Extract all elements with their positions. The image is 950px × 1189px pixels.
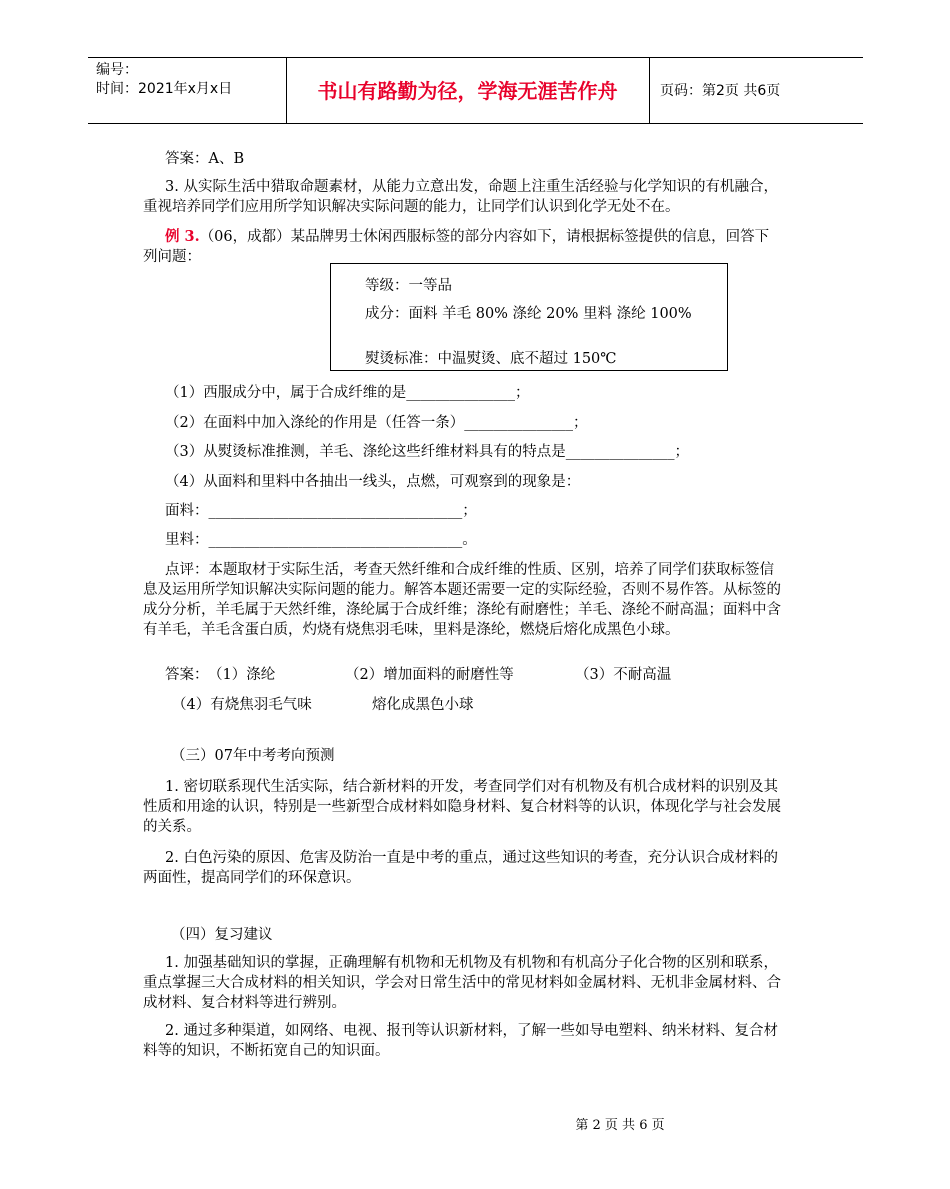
label-grade: 等级：一等品 — [365, 278, 452, 294]
footer-page-number: 第 2 页 共 6 页 — [575, 1118, 665, 1133]
header-bottom-rule — [88, 123, 863, 124]
header-page-number: 页码：第2页 共6页 — [660, 83, 781, 99]
page-footer — [0, 1114, 950, 1133]
answer-a1: （1）涤纶 — [208, 667, 276, 683]
example-label: 例 3. — [165, 228, 200, 245]
answer-a4b: 熔化成黑色小球 — [372, 697, 474, 713]
garment-label-box — [330, 263, 728, 371]
serial-label: 编号： — [96, 62, 138, 78]
question-4: （4）从面料和里料中各抽出一线头，点燃，可观察到的现象是： — [165, 474, 581, 490]
section-4-p1: 1. 加强基础知识的掌握，正确理解有机物和无机物及有机物和有机高分子化合物的区别和联系，重点掌握三大合成材料的相关知识，学会对日常生活中的常见材料如金属材料、无机非金属材料、合成材料、复合材料等进行辨别。 — [143, 955, 781, 1011]
answer-a2: （2）增加面料的耐磨性等 — [345, 667, 514, 683]
example-text: （06，成都）某品牌男士休闲西服标签的部分内容如下，请根据标签提供的信息，回答下列问题： — [143, 229, 770, 265]
header-top-rule — [88, 57, 863, 58]
section-4-p2: 2. 通过多种渠道，如网络、电视、报刊等认识新材料，了解一些如导电塑料、纳米材料、复合材料等的知识，不断拓宽自己的知识面。 — [143, 1023, 778, 1059]
lining-answer-line: 里料：___________________________________。 — [165, 532, 477, 548]
answer-a4: （4）有烧焦羽毛气味 — [172, 697, 312, 713]
section-3-p1: 1. 密切联系现代生活实际，结合新材料的开发，考查同学们对有机物及有机合成材料的识别及其性质和用途的认识，特别是一些新型合成材料如隐身材料、复合材料等的认识，体现化学与社会发展的关系。 — [143, 779, 781, 835]
section-3-p2: 2. 白色污染的原因、危害及防治一直是中考的重点，通过这些知识的考查，充分认识合成材料的两面性，提高同学们的环保意识。 — [143, 850, 778, 886]
label-composition: 成分：面料 羊毛 80% 涤纶 20% 里料 涤纶 100% — [365, 306, 692, 322]
header-motto: 书山有路勤为径，学海无涯苦作舟 — [317, 79, 618, 103]
comment: 点评：本题取材于实际生活，考查天然纤维和合成纤维的性质、区别，培养了同学们获取标签信息及运用所学知识解决实际问题的能力。解答本题还需要一定的实际经验，否则不易作答。从标签的成分分析，羊毛属于天然纤维，涤纶属于合成纤维；涤纶有耐磨性；羊毛、涤纶不耐高温；面料中含有羊毛，羊毛含蛋白质，灼烧有烧焦羽毛味，里料是涤纶，燃烧后熔化成黑色小球。 — [143, 562, 781, 638]
date-label: 时间：2021年x月x日 — [96, 81, 233, 97]
label-ironing: 熨烫标准：中温熨烫、底不超过 150℃ — [365, 351, 617, 367]
example-3 — [143, 227, 783, 267]
answer-a3: （3）不耐高温 — [575, 667, 672, 683]
answers-label: 答案： — [165, 667, 209, 683]
point-3: 3. 从实际生活中猎取命题素材，从能力立意出发，命题上注重生活经验与化学知识的有机融合，重视培养同学们应用所学知识解决实际问题的能力，让同学们认识到化学无处不在。 — [143, 179, 778, 215]
question-1: （1）西服成分中，属于合成纤维的是_______________； — [165, 385, 530, 401]
question-3: （3）从熨烫标准推测，羊毛、涤纶这些纤维材料具有的特点是_______________； — [165, 444, 689, 460]
fabric-answer-line: 面料：___________________________________； — [165, 503, 477, 519]
section-3-title: （三）07年中考考向预测 — [171, 748, 335, 764]
header-divider-right — [649, 57, 650, 123]
answer-1: 答案：A、B — [165, 151, 245, 167]
header-meta — [96, 61, 232, 99]
section-4-title: （四）复习建议 — [171, 927, 273, 943]
question-2: （2）在面料中加入涤纶的作用是（任答一条）_______________； — [165, 415, 588, 431]
